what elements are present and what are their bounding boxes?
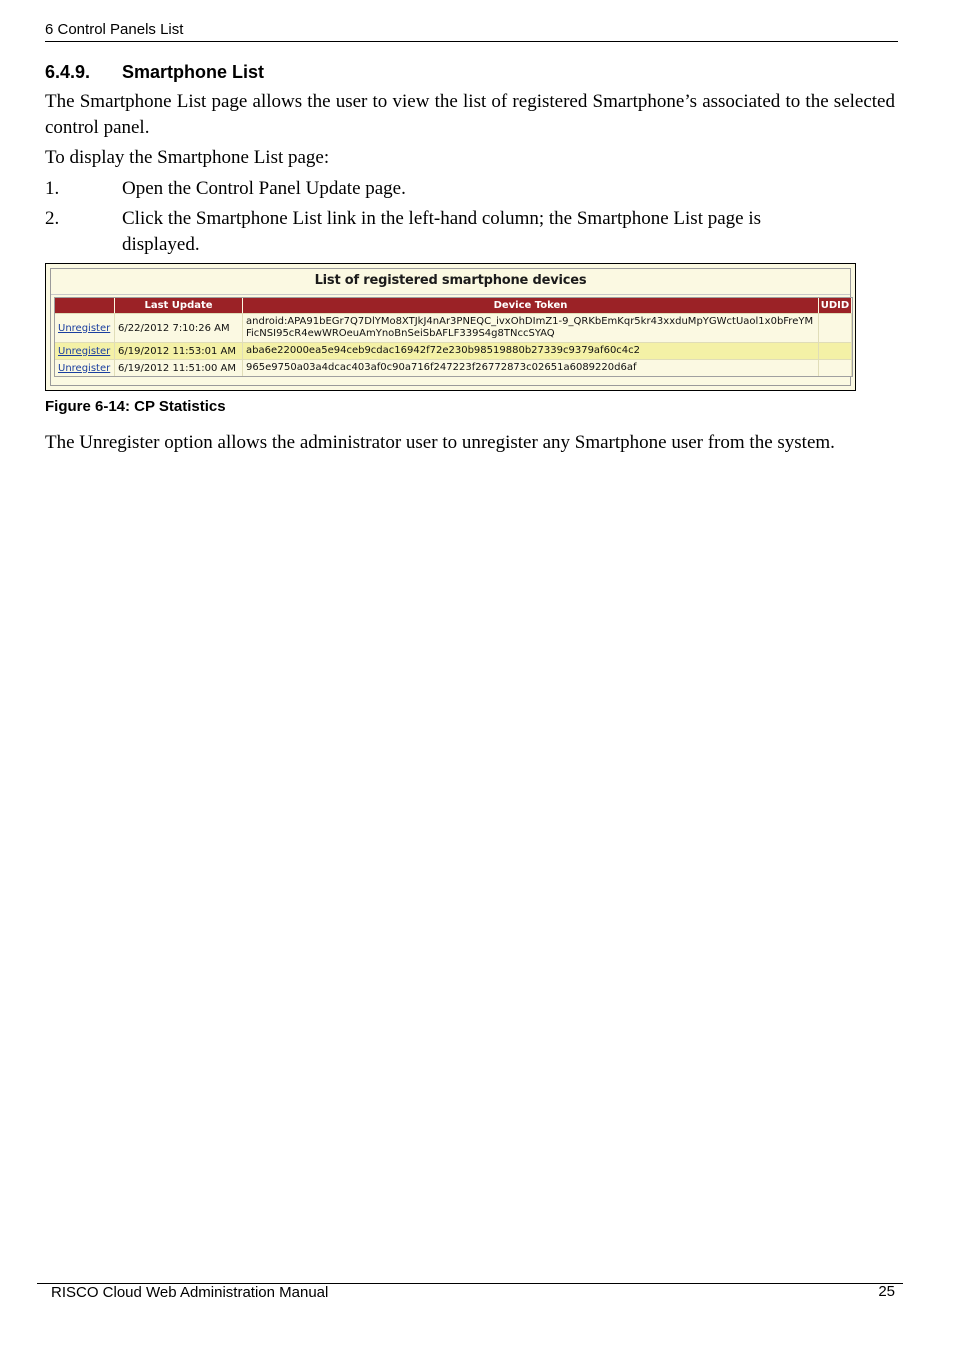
intro-paragraph: The Smartphone List page allows the user to view the list of registered Smartphone’s associated to the selected control panel. (45, 91, 895, 138)
running-header: 6 Control Panels List (45, 21, 184, 38)
panel-title-rule (51, 294, 850, 295)
udid-cell (819, 359, 852, 376)
unregister-link[interactable]: Unregister (58, 362, 111, 374)
table-row (55, 359, 852, 376)
footer-manual-title: RISCO Cloud Web Administration Manual (51, 1284, 329, 1301)
column-header-udid[interactable]: UDID (819, 298, 852, 313)
section-title: Smartphone List (122, 62, 265, 82)
device-token-text: android:APA91bEGr7Q7DlYMo8XTJkJ4nAr3PNEQC_ivxOhDImZ1-9_QRKbEmKqr5kr43xxduMpYGWctUaol1x0bFreYMFicNSI95cR4ewWROeuAmYnoBnSeiSbAFLF339S4g8TNccSYAQ (246, 316, 814, 339)
column-header-action (55, 298, 115, 313)
action-cell (55, 342, 115, 359)
device-token-text: aba6e22000ea5e94ceb9cdac16942f72e230b98519880b27339c9379af60c4c2 (246, 345, 641, 356)
step-number: 1. (45, 178, 60, 199)
section-number: 6.4.9. (45, 62, 91, 82)
page-number: 25 (878, 1283, 895, 1300)
table-row (55, 342, 852, 359)
section-heading (45, 62, 264, 83)
figure-caption: Figure 6-14: CP Statistics (45, 398, 226, 415)
column-header-last-update[interactable]: Last Update (115, 298, 243, 313)
table-header-row (55, 298, 852, 313)
step-text: Open the Control Panel Update page. (122, 178, 406, 199)
column-header-device-token[interactable]: Device Token (243, 298, 819, 313)
smartphone-table (54, 297, 853, 377)
udid-cell (819, 313, 852, 342)
udid-cell (819, 342, 852, 359)
device-token-cell (243, 313, 819, 342)
action-cell (55, 359, 115, 376)
step-number: 2. (45, 208, 60, 229)
smartphone-list-panel (50, 268, 851, 386)
last-update-cell: 6/22/2012 7:10:26 AM (115, 313, 243, 342)
last-update-cell: 6/19/2012 11:51:00 AM (115, 359, 243, 376)
unregister-paragraph: The Unregister option allows the administrator user to unregister any Smartphone user from the system. (45, 432, 835, 453)
smartphone-list-screenshot (45, 263, 856, 391)
device-token-cell (243, 342, 819, 359)
action-cell (55, 313, 115, 342)
header-rule (45, 41, 898, 42)
device-token-text: 965e9750a03a4dcac403af0c90a716f247223f26772873c02651a6089220d6af (246, 362, 637, 373)
last-update-cell: 6/19/2012 11:53:01 AM (115, 342, 243, 359)
panel-title: List of registered smartphone devices (314, 273, 587, 288)
step-text: Click the Smartphone List link in the left-hand column; the Smartphone List page is displayed. (122, 208, 762, 255)
device-token-cell (243, 359, 819, 376)
unregister-link[interactable]: Unregister (58, 322, 111, 334)
lead-in-paragraph: To display the Smartphone List page: (45, 147, 330, 168)
unregister-link[interactable]: Unregister (58, 345, 111, 357)
table-row (55, 313, 852, 342)
